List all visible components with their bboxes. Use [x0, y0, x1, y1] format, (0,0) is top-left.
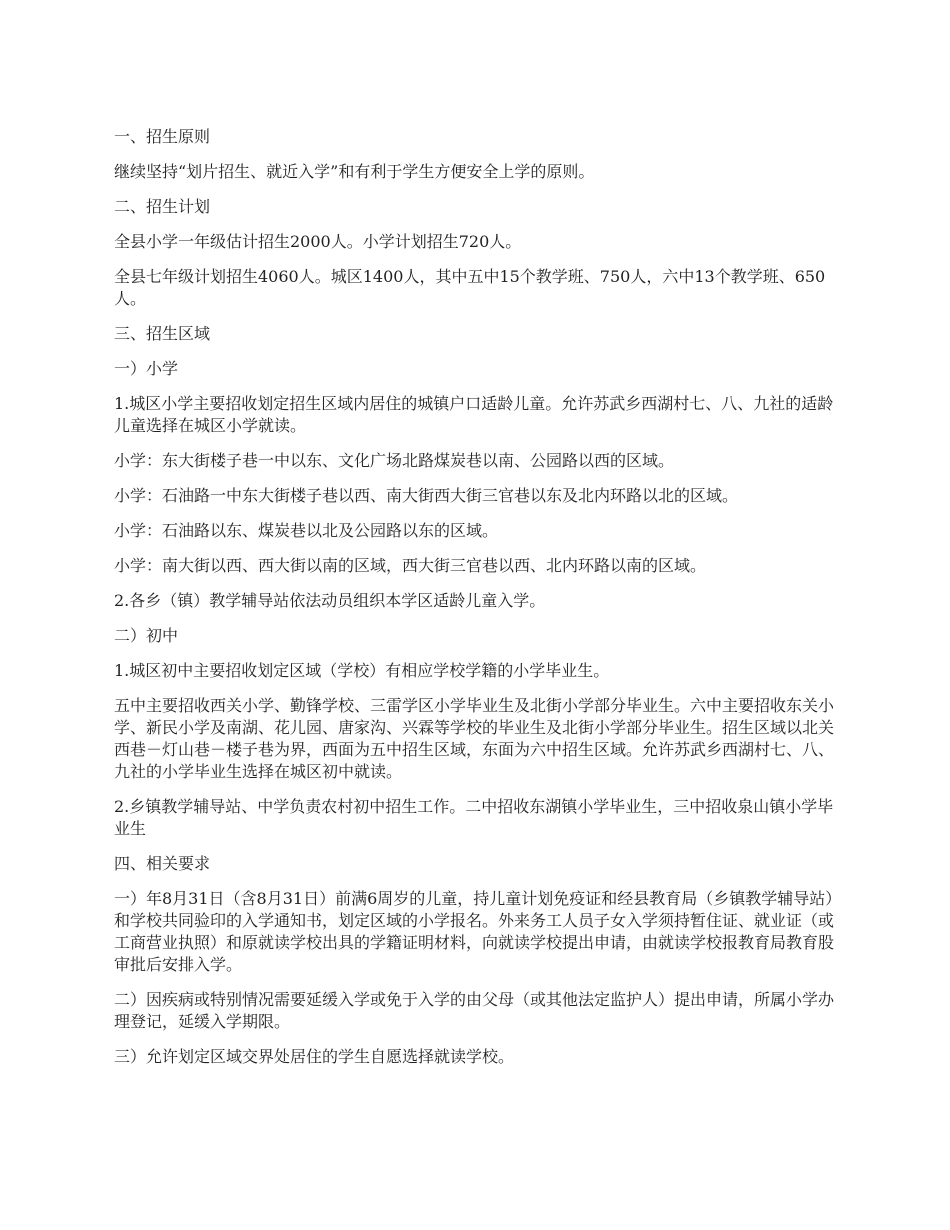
subsection-heading-junior: 二）初中 [114, 626, 179, 645]
section-heading-plan: 二、招生计划 [114, 197, 211, 216]
paragraph: 全县七年级计划招生4060人。城区1400人，其中五中15个教学班、750人，六中13个教学班、650人。 [114, 267, 826, 308]
paragraph: 继续坚持“划片招生、就近入学”和有利于学生方便安全上学的原则。 [114, 162, 595, 181]
section-heading-principles: 一、招生原则 [114, 127, 211, 146]
paragraph: 2.乡镇教学辅导站、中学负责农村初中招生工作。二中招收东湖镇小学毕业生，三中招收泉山镇小学毕业生 [114, 797, 834, 838]
paragraph: 全县小学一年级估计招生2000人。小学计划招生720人。 [114, 232, 522, 251]
document-body [114, 126, 836, 1081]
paragraph: 1.城区初中主要招收划定区域（学校）有相应学校学籍的小学毕业生。 [114, 661, 610, 680]
paragraph: 三）允许划定区域交界处居住的学生自愿选择就读学校。 [114, 1047, 515, 1066]
paragraph: 小学：东大街楼子巷一中以东、文化广场北路煤炭巷以南、公园路以西的区域。 [114, 451, 675, 470]
section-heading-requirements: 四、相关要求 [114, 854, 211, 873]
section-heading-areas: 三、招生区域 [114, 324, 211, 343]
subsection-heading-primary: 一）小学 [114, 359, 179, 378]
paragraph: 小学：石油路以东、煤炭巷以北及公园路以东的区域。 [114, 521, 499, 540]
paragraph: 二）因疾病或特别情况需要延缓入学或免于入学的由父母（或其他法定监护人）提出申请，所属小学办理登记，延缓入学期限。 [114, 990, 835, 1031]
paragraph: 一）年8月31日（含8月31日）前满6周岁的儿童，持儿童计划免疫证和经县教育局（乡镇教学辅导站）和学校共同验印的入学通知书，划定区域的小学报名。外来务工人员子女入学须持暂住证、就业证（或工商营业执照）和原就读学校出具的学籍证明材料，向就读学校提出申请，由就读学校报教育局教育股审批后安排入学。 [114, 889, 835, 974]
paragraph: 五中主要招收西关小学、勤锋学校、三雷学区小学毕业生及北街小学部分毕业生。六中主要招收东关小学、新民小学及南湖、花儿园、唐家沟、兴霖等学校的毕业生及北街小学部分毕业生。招生区域以北关西巷－灯山巷－楼子巷为界，西面为五中招生区域，东面为六中招生区域。允许苏武乡西湖村七、八、九社的小学毕业生选择在城区初中就读。 [114, 696, 835, 781]
paragraph: 2.各乡（镇）教学辅导站依法动员组织本学区适龄儿童入学。 [114, 591, 546, 610]
paragraph: 小学：南大街以西、西大街以南的区域，西大街三官巷以西、北内环路以南的区域。 [114, 556, 707, 575]
paragraph: 1.城区小学主要招收划定招生区域内居住的城镇户口适龄儿童。允许苏武乡西湖村七、八、九社的适龄儿童选择在城区小学就读。 [114, 394, 834, 435]
paragraph: 小学：石油路一中东大街楼子巷以西、南大街西大街三官巷以东及北内环路以北的区域。 [114, 486, 739, 505]
